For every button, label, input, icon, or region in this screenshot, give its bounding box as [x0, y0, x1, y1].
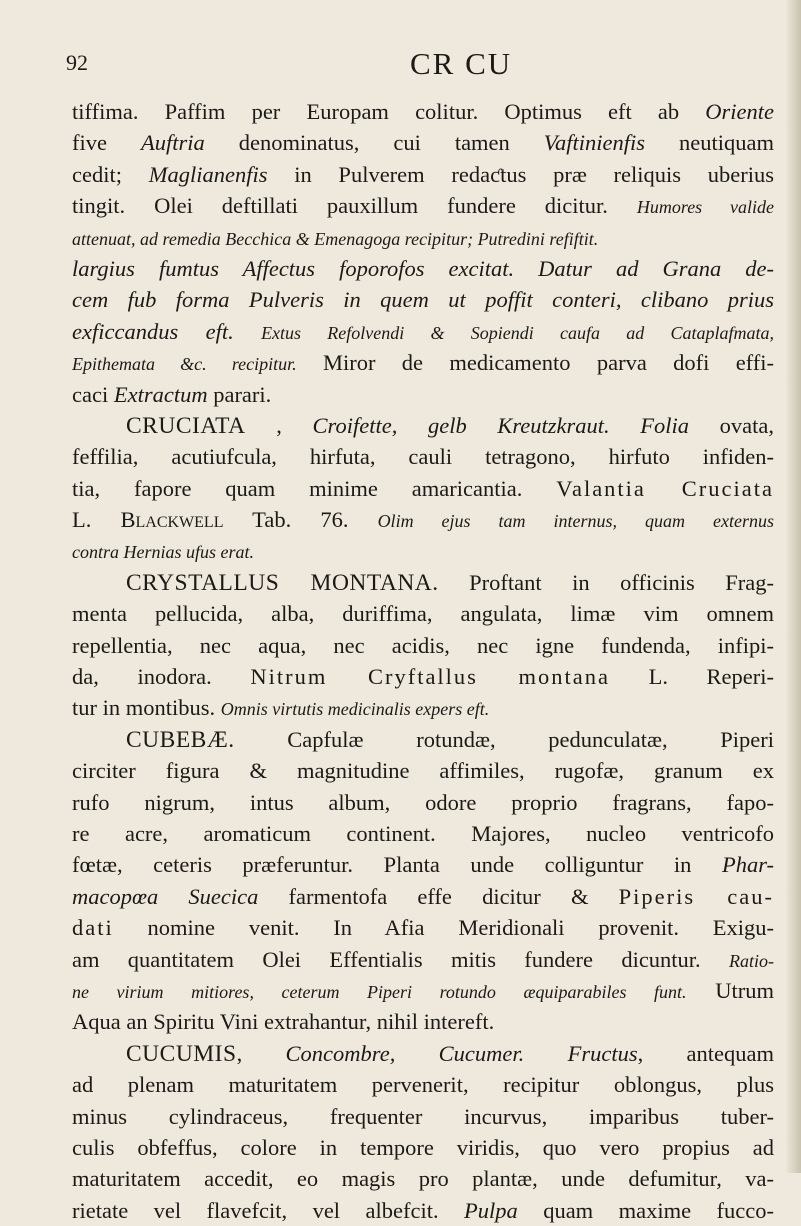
text-run: parari. [207, 381, 272, 407]
text-run: Humores valide [636, 197, 774, 218]
text-run: Olim ejus tam internus, quam externus [377, 511, 774, 532]
text-line [72, 692, 774, 723]
text-line [72, 881, 774, 912]
text-run: maturitatem accedit, eo magis pro plantæ, unde defumitur, va- [72, 1166, 774, 1192]
text-run: rietate vel flavefcit, vel albefcit. [72, 1197, 465, 1223]
text-run: quam maxime fucco- [517, 1197, 774, 1223]
text-run: Ratio- [729, 950, 774, 971]
text-run: Maglianenfis [148, 161, 268, 187]
text-run: L. Blackwell [72, 507, 224, 533]
text-line [72, 1132, 774, 1163]
text-run: am quantitatem Olei Effentialis mitis fundere dicuntur. [72, 946, 729, 972]
text-run: feffilia, acutiufcula, hirfuta, cauli tetragono, hirfuto infiden- [72, 444, 774, 470]
text-run: ne virium mitiores, ceterum Piperi rotundo æquiparabiles funt. [72, 981, 687, 1002]
entry-term: CUCUMIS [126, 1040, 237, 1067]
text-run: Phar- [721, 852, 774, 878]
text-run: Piperis cau- [618, 883, 774, 909]
text-run: Concombre, Cucumer. Fructus [285, 1040, 638, 1066]
text-line [72, 818, 774, 849]
text-run: Vaftinienfis [543, 130, 646, 156]
text-run: re acre, aromaticum continent. Majores, nucleo ventricofo [72, 820, 774, 846]
text-line [72, 944, 774, 975]
running-head: CR CU [410, 46, 513, 81]
text-run: cem fub forma Pulveris in quem ut poffit conteri, clibano prius [72, 287, 774, 313]
text-line [72, 912, 774, 943]
text-run: rufo nigrum, intus album, odore proprio fragrans, fapo- [72, 789, 774, 815]
text-run: L. Reperi- [610, 664, 774, 690]
page-edge-shadow [785, 0, 801, 1173]
text-run: five [72, 130, 141, 156]
text-line [72, 96, 774, 127]
entry-term: CRUCIATA [126, 412, 246, 439]
text-line [72, 1006, 774, 1037]
text-line [72, 1069, 774, 1100]
text-run: exficcandus eft. [72, 318, 262, 344]
text-line [72, 222, 774, 253]
text-line [72, 975, 774, 1006]
text-run: farmentofa effe dicitur & [258, 883, 619, 909]
text-run: neutiquam [645, 130, 774, 156]
text-run: Miror de medicamento parva dofi effi- [296, 350, 774, 376]
text-line [72, 598, 774, 629]
entry-term: CUBEBÆ. [126, 726, 235, 753]
text-line [72, 1038, 774, 1069]
text-line [72, 253, 774, 284]
text-line [72, 535, 774, 566]
text-run: Omnis virtutis medicinalis expers eft. [220, 699, 490, 720]
text-run: Valantia Cruciata [556, 475, 774, 501]
text-run: Auftria [140, 130, 205, 156]
text-run: Tab. 76. [223, 507, 378, 533]
text-run: culis obfeffus, colore in tempore viridis, quo vero propius ad [72, 1134, 774, 1160]
text-line [72, 379, 774, 410]
text-line [72, 284, 774, 315]
text-run: Utrum [686, 977, 774, 1003]
text-run: Aqua an Spiritu Vini extrahantur, nihil intereft. [72, 1009, 495, 1035]
text-run: ad plenam maturitatem pervenerit, recipitur oblongus, plus [72, 1072, 774, 1098]
text-run: menta pellucida, alba, duriffima, angulata, limæ vim omnem [72, 601, 774, 627]
text-run: caci [72, 381, 114, 407]
text-run: cedit; [72, 161, 149, 187]
text-line [72, 410, 774, 441]
text-line [72, 473, 774, 504]
text-run: tia, fapore quam minime amaricantia. [72, 475, 557, 501]
text-run: Capfulæ rotundæ, pedunculatæ, Piperi [234, 726, 774, 752]
text-run: repellentia, nec aqua, nec acidis, nec igne fundenda, infipi- [72, 632, 774, 658]
text-line [72, 190, 774, 221]
text-run: , [245, 412, 313, 438]
text-run: attenuat, ad remedia Becchica & Emenagoga recipitur; Putredini refiftit. [72, 228, 599, 249]
text-line [72, 441, 774, 472]
text-run: circiter figura & magnitudine affimiles, rugofæ, granum ex [72, 758, 774, 784]
text-run: Epithemata &c. recipitur. [72, 354, 297, 375]
text-line [72, 849, 774, 880]
text-run: in Pulverem redaƈtus præ reliquis uberius [267, 161, 774, 187]
text-run: tiffima. Paffim per Europam colitur. Optimus eft ab [72, 99, 706, 124]
text-line [72, 347, 774, 378]
text-run: Proftant in officinis Frag- [438, 569, 774, 595]
text-run: Oriente [705, 99, 774, 124]
text-line [72, 787, 774, 818]
text-run: Extus Refolvendi & Sopiendi caufa ad Cataplafmata, [261, 322, 774, 343]
text-run: largius fumtus Affectus foporofos excitat. Datur ad Grana de- [72, 255, 774, 281]
text-run: fœtæ, ceteris præferuntur. Planta unde colliguntur in [72, 852, 722, 878]
text-run: Nitrum Cryftallus montana [250, 664, 610, 690]
text-run: , antequam [637, 1040, 774, 1066]
text-run: tingit. Olei deftillati pauxillum fundere dicitur. [72, 193, 637, 219]
text-run: da, inodora. [72, 664, 251, 690]
text-run: tur in montibus. [72, 695, 221, 721]
text-line [72, 724, 774, 755]
text-line [72, 504, 774, 535]
body-text [72, 96, 774, 1226]
text-line [72, 1163, 774, 1194]
text-line [72, 661, 774, 692]
text-line [72, 630, 774, 661]
text-run: dati [72, 915, 114, 941]
page-header [0, 46, 801, 86]
text-run: minus cylindraceus, frequenter incurvus, imparibus tuber- [72, 1103, 774, 1129]
text-line [72, 755, 774, 786]
entry-term: CRYSTALLUS MONTANA. [126, 569, 439, 596]
text-run: ovata, [689, 412, 774, 438]
text-line [72, 159, 774, 190]
text-run: macopœa Suecica [72, 883, 259, 909]
text-run: , [236, 1040, 286, 1066]
text-run: contra Hernias ufus erat. [72, 542, 254, 563]
text-line [72, 316, 774, 347]
text-line [72, 1195, 774, 1226]
text-line [72, 567, 774, 598]
text-run: Pulpa [464, 1197, 518, 1223]
text-line [72, 1101, 774, 1132]
text-run: denominatus, cui tamen [204, 130, 544, 156]
text-run: Extractum [113, 381, 208, 407]
text-line [72, 127, 774, 158]
page-number: 92 [66, 50, 88, 75]
text-run: nomine venit. In Afia Meridionali provenit. Exigu- [113, 915, 774, 941]
text-run: Croifette, gelb Kreutzkraut. Folia [312, 412, 690, 438]
